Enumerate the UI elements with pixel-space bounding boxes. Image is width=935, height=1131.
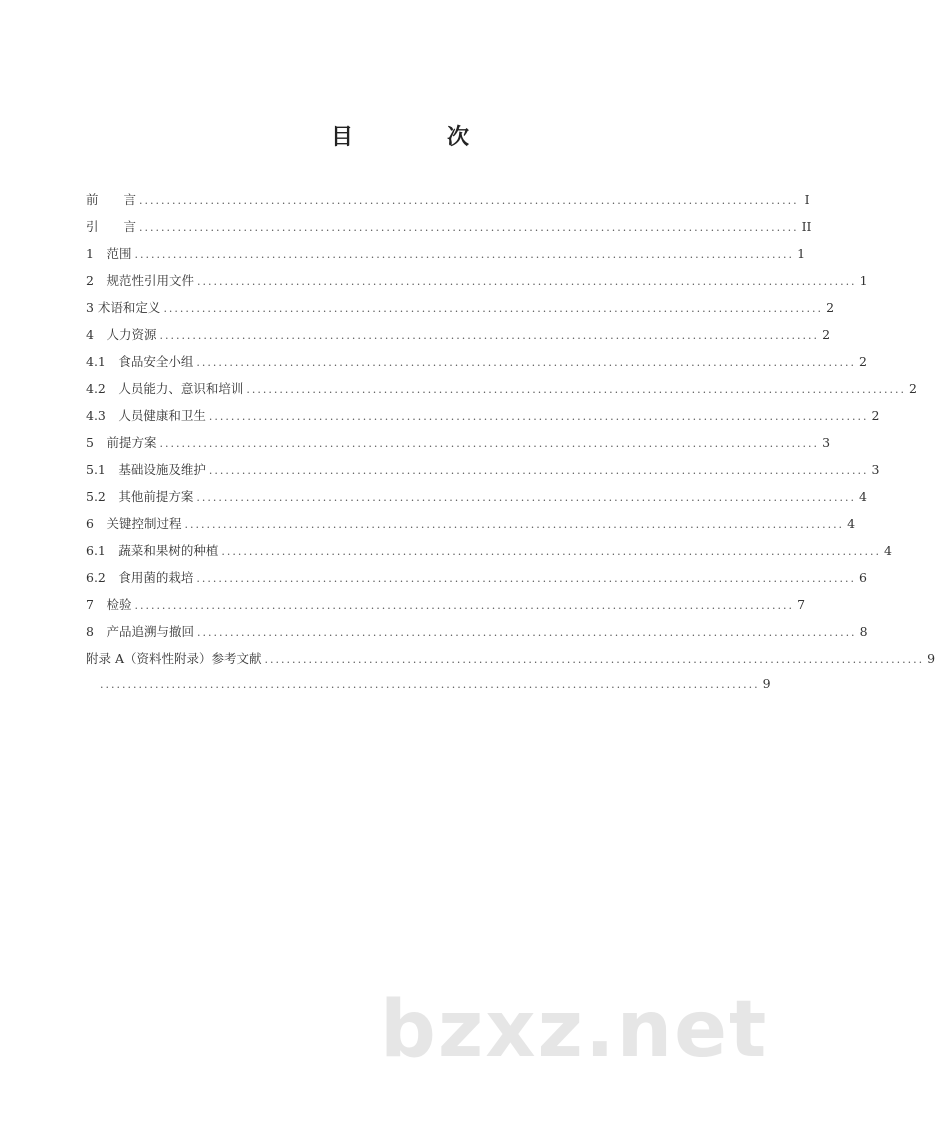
page-title: 目 次 — [330, 125, 505, 150]
toc-entry-page: 4 — [847, 516, 856, 531]
toc-entry-page: II — [801, 219, 812, 234]
toc-entry[interactable] — [86, 541, 892, 568]
toc-entry[interactable] — [86, 325, 831, 352]
toc-entry-page: 8 — [859, 624, 868, 639]
toc-entry-label: 5.1 基础设施及维护 — [86, 462, 206, 477]
toc-leader-dots: ........................................................................................................................ — [208, 410, 869, 423]
toc-entry[interactable] — [86, 433, 831, 460]
toc-leader-dots: ........................................................................................................................ — [139, 194, 799, 207]
toc-entry-label: 5 前提方案 — [86, 435, 157, 450]
toc-entry[interactable] — [86, 487, 867, 514]
toc-entry-label: 引 言 — [86, 219, 137, 234]
toc-entry-label: 8 产品追溯与撤回 — [86, 624, 194, 639]
toc-entry-page: 3 — [822, 435, 831, 450]
toc-entry-label: 2 规范性引用文件 — [86, 273, 194, 288]
toc-entry-label: 6 关键控制过程 — [86, 516, 182, 531]
toc-leader-dots: ........................................................................................................................ — [196, 356, 856, 369]
toc-entry-label: 6.1 蔬菜和果树的种植 — [86, 543, 219, 558]
toc-leader-dots: ........................................................................................................................ — [163, 302, 824, 315]
toc-entry[interactable] — [86, 298, 835, 325]
toc-leader-dots: ........................................................................................................................ — [196, 275, 857, 288]
toc-leader-dots: ........................................................................................................................ — [159, 437, 820, 450]
toc-entry[interactable] — [86, 649, 935, 676]
toc-entry-page: 6 — [859, 570, 867, 585]
toc-leader-dots: ........................................................................................................................ — [196, 626, 857, 639]
toc-entry-label: 3 术语和定义 — [86, 300, 161, 315]
toc-leader-dots: ........................................................................................................................ — [196, 491, 856, 504]
toc-entry[interactable] — [86, 352, 867, 379]
toc-entry-page: 2 — [909, 381, 917, 396]
toc-entry-page: 9 — [927, 651, 935, 666]
table-of-contents — [86, 190, 935, 703]
toc-entry-page: 2 — [859, 354, 867, 369]
toc-leader-dots: ........................................................................................................................ — [134, 599, 795, 612]
toc-leader-dots: ........................................................................................................................ — [208, 464, 869, 477]
toc-entry[interactable] — [86, 217, 812, 244]
toc-entry-page: 9 — [762, 676, 771, 691]
toc-entry[interactable] — [86, 622, 868, 649]
toc-entry-label: 1 范围 — [86, 246, 132, 261]
toc-leader-dots: ........................................................................................................................ — [246, 383, 906, 396]
toc-entry-page: 2 — [822, 327, 831, 342]
toc-leader-dots: ........................................................................................................................ — [134, 248, 795, 261]
toc-entry-label: 4 人力资源 — [86, 327, 157, 342]
toc-entry[interactable] — [86, 190, 810, 217]
toc-leader-dots: ........................................................................................................................ — [221, 545, 881, 558]
toc-entry-label: 7 检验 — [86, 597, 132, 612]
toc-entry[interactable] — [86, 244, 806, 271]
toc-leader-dots: ........................................................................................................................ — [264, 653, 925, 666]
watermark-text: bzxz.net — [380, 985, 769, 1075]
toc-entry-page: 3 — [871, 462, 880, 477]
toc-leader-dots: ........................................................................................................................ — [139, 221, 799, 234]
toc-entry[interactable] — [86, 271, 868, 298]
toc-entry-page: 2 — [871, 408, 880, 423]
toc-entry-label: 4.2 人员能力、意识和培训 — [86, 381, 244, 396]
toc-entry[interactable] — [86, 460, 880, 487]
toc-entry-page: 1 — [859, 273, 868, 288]
toc-entry-page: 2 — [826, 300, 835, 315]
toc-entry[interactable] — [86, 379, 917, 406]
toc-entry-label: 附录 A（资料性附录）参考文献 — [86, 651, 262, 666]
toc-entry-label: 4.1 食品安全小组 — [86, 354, 194, 369]
toc-entry-page: 4 — [884, 543, 892, 558]
toc-entry-page: I — [804, 192, 810, 207]
toc-entry[interactable] — [86, 595, 806, 622]
toc-entry-label: 前 言 — [86, 192, 137, 207]
toc-entry-page: 4 — [859, 489, 867, 504]
toc-entry-page: 7 — [797, 597, 806, 612]
toc-entry[interactable] — [86, 568, 867, 595]
toc-entry-label: 6.2 食用菌的栽培 — [86, 570, 194, 585]
toc-leader-dots: ........................................................................................................................ — [100, 678, 760, 691]
toc-entry-label: 5.2 其他前提方案 — [86, 489, 194, 504]
toc-leader-dots: ........................................................................................................................ — [159, 329, 820, 342]
toc-entry[interactable] — [86, 676, 771, 703]
toc-leader-dots: ........................................................................................................................ — [196, 572, 856, 585]
toc-leader-dots: ........................................................................................................................ — [184, 518, 845, 531]
toc-entry-page: 1 — [797, 246, 806, 261]
toc-entry-label: 4.3 人员健康和卫生 — [86, 408, 206, 423]
toc-entry[interactable] — [86, 514, 856, 541]
toc-entry[interactable] — [86, 406, 880, 433]
